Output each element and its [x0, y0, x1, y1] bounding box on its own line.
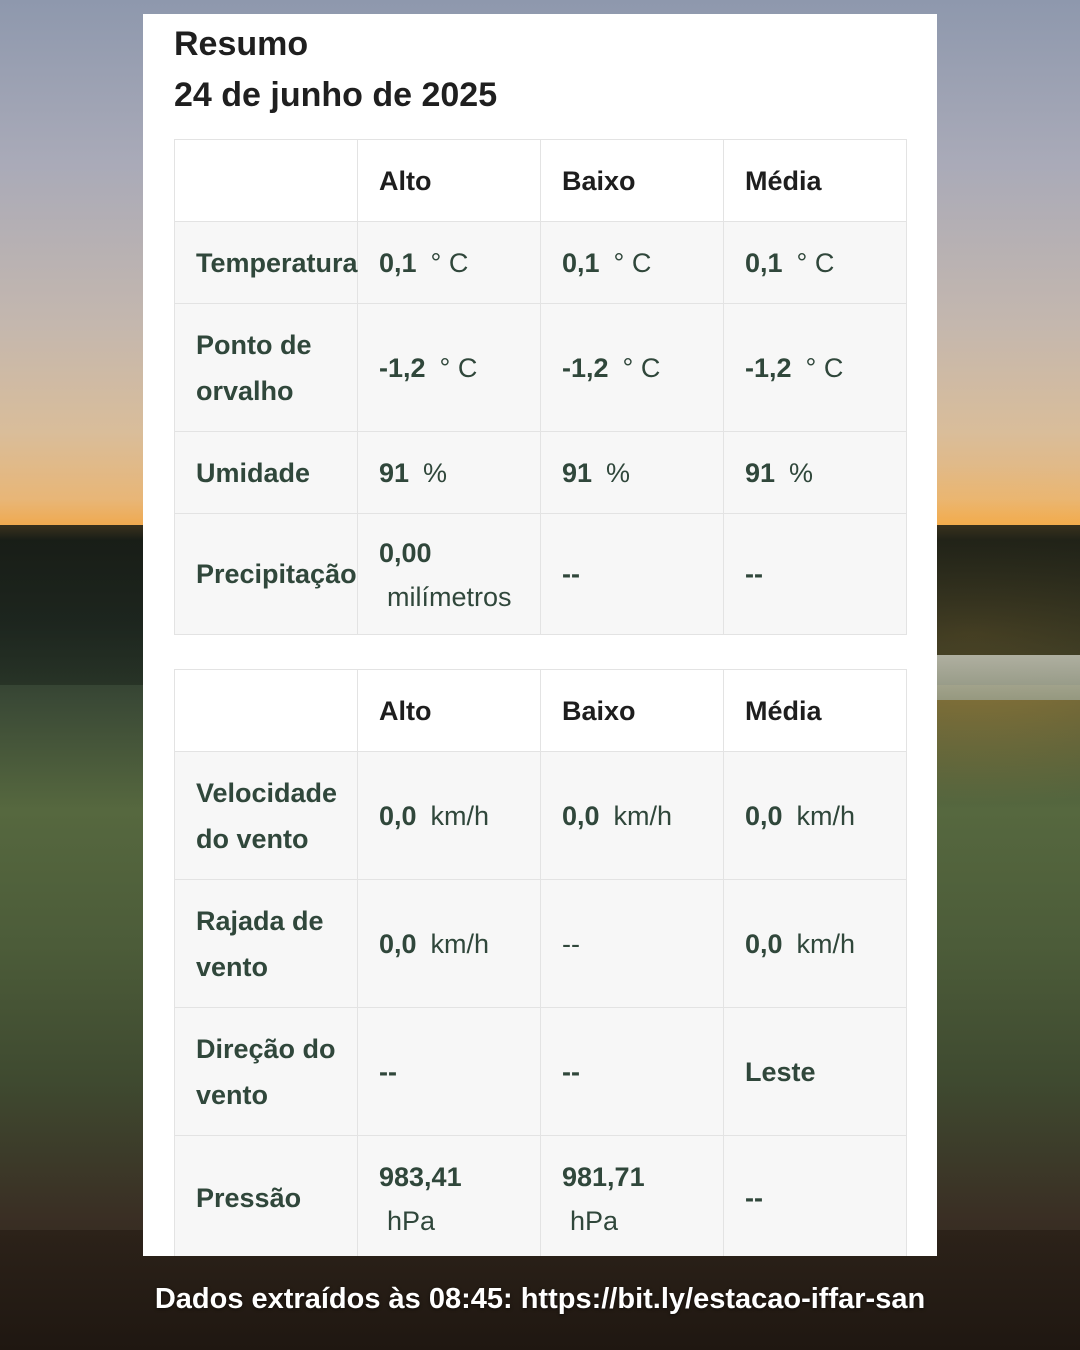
cell-value: --	[562, 928, 580, 959]
cell-unit: km/h	[613, 800, 673, 831]
cell-alto	[358, 514, 541, 635]
header-alto: Alto	[358, 670, 541, 752]
row-label: Velocidade do vento	[175, 752, 358, 880]
cell-value: 0,0	[562, 800, 600, 831]
cell-media	[724, 514, 907, 635]
row-label: Ponto de orvalho	[175, 304, 358, 432]
cell-value: 91	[745, 457, 776, 488]
table-row-precipitacao	[175, 514, 907, 635]
cell-value: 0,0	[379, 928, 417, 959]
cell-baixo	[541, 1136, 724, 1257]
cell-value: --	[745, 1182, 763, 1213]
cell-unit: km/h	[796, 800, 856, 831]
cell-alto	[358, 304, 541, 432]
cell-alto	[358, 1136, 541, 1257]
cell-media	[724, 1136, 907, 1257]
cell-value: 981,71	[562, 1161, 645, 1192]
header-baixo: Baixo	[541, 670, 724, 752]
cell-baixo	[541, 514, 724, 635]
table-row-temperatura	[175, 222, 907, 304]
weather-table-2	[174, 669, 907, 1256]
cell-media	[724, 1008, 907, 1136]
cell-baixo	[541, 752, 724, 880]
cell-value: 0,1	[745, 247, 783, 278]
cell-unit: km/h	[796, 928, 856, 959]
header-empty	[175, 140, 358, 222]
footer-source-link: Dados extraídos às 08:45: https://bit.ly/estacao-iffar-san	[154, 1283, 926, 1315]
cell-unit: milímetros	[387, 582, 512, 612]
cell-alto	[358, 752, 541, 880]
cell-unit: ° C	[796, 247, 835, 278]
row-label: Pressão	[175, 1136, 358, 1257]
cell-media	[724, 880, 907, 1008]
cell-value: Leste	[745, 1056, 816, 1087]
summary-date: 24 de junho de 2025	[174, 76, 498, 114]
table-row-velocidade-do-vento	[175, 752, 907, 880]
row-label: Umidade	[175, 432, 358, 514]
cell-unit: %	[423, 457, 448, 488]
cell-value: 0,0	[379, 800, 417, 831]
row-label: Precipitação	[175, 514, 358, 635]
row-label: Direção do vento	[175, 1008, 358, 1136]
cell-value: 0,0	[745, 800, 783, 831]
background-pond	[930, 655, 1080, 700]
cell-value: -1,2	[745, 352, 792, 383]
cell-value: 0,00	[379, 538, 432, 568]
cell-value: --	[562, 559, 580, 589]
cell-baixo	[541, 304, 724, 432]
cell-baixo	[541, 432, 724, 514]
table-row-ponto-de-orvalho	[175, 304, 907, 432]
row-label: Rajada de vento	[175, 880, 358, 1008]
table-row-direcao-do-vento	[175, 1008, 907, 1136]
cell-value: --	[745, 559, 763, 589]
cell-value: --	[562, 1056, 580, 1087]
header-baixo: Baixo	[541, 140, 724, 222]
cell-alto	[358, 222, 541, 304]
summary-card	[143, 14, 937, 1256]
cell-value: 0,0	[745, 928, 783, 959]
cell-unit: ° C	[805, 352, 844, 383]
table-row-pressao	[175, 1136, 907, 1257]
cell-unit: %	[606, 457, 631, 488]
cell-media	[724, 752, 907, 880]
cell-value: 91	[379, 457, 410, 488]
cell-baixo	[541, 1008, 724, 1136]
cell-alto	[358, 1008, 541, 1136]
cell-unit: ° C	[613, 247, 652, 278]
cell-media	[724, 304, 907, 432]
cell-value: 91	[562, 457, 593, 488]
cell-value: 0,1	[379, 247, 417, 278]
header-alto: Alto	[358, 140, 541, 222]
cell-unit: km/h	[430, 928, 490, 959]
header-media: Média	[724, 670, 907, 752]
table-row-umidade	[175, 432, 907, 514]
cell-unit: %	[789, 457, 814, 488]
cell-value: -1,2	[379, 352, 426, 383]
cell-alto	[358, 880, 541, 1008]
cell-value: 983,41	[379, 1161, 462, 1192]
cell-baixo	[541, 880, 724, 1008]
cell-value: -1,2	[562, 352, 609, 383]
cell-baixo	[541, 222, 724, 304]
cell-value: 0,1	[562, 247, 600, 278]
cell-alto	[358, 432, 541, 514]
cell-unit: km/h	[430, 800, 490, 831]
table-header-row	[175, 670, 907, 752]
cell-media	[724, 222, 907, 304]
cell-unit: ° C	[622, 352, 661, 383]
cell-unit: hPa	[387, 1205, 436, 1236]
table-row-rajada-de-vento	[175, 880, 907, 1008]
cell-unit: ° C	[439, 352, 478, 383]
header-media: Média	[724, 140, 907, 222]
cell-unit: hPa	[570, 1205, 619, 1236]
table-header-row	[175, 140, 907, 222]
summary-title: Resumo	[174, 25, 309, 63]
row-label: Temperatura	[175, 222, 358, 304]
weather-table-1	[174, 139, 907, 635]
cell-unit: ° C	[430, 247, 469, 278]
cell-media	[724, 432, 907, 514]
cell-value: --	[379, 1056, 397, 1087]
header-empty	[175, 670, 358, 752]
